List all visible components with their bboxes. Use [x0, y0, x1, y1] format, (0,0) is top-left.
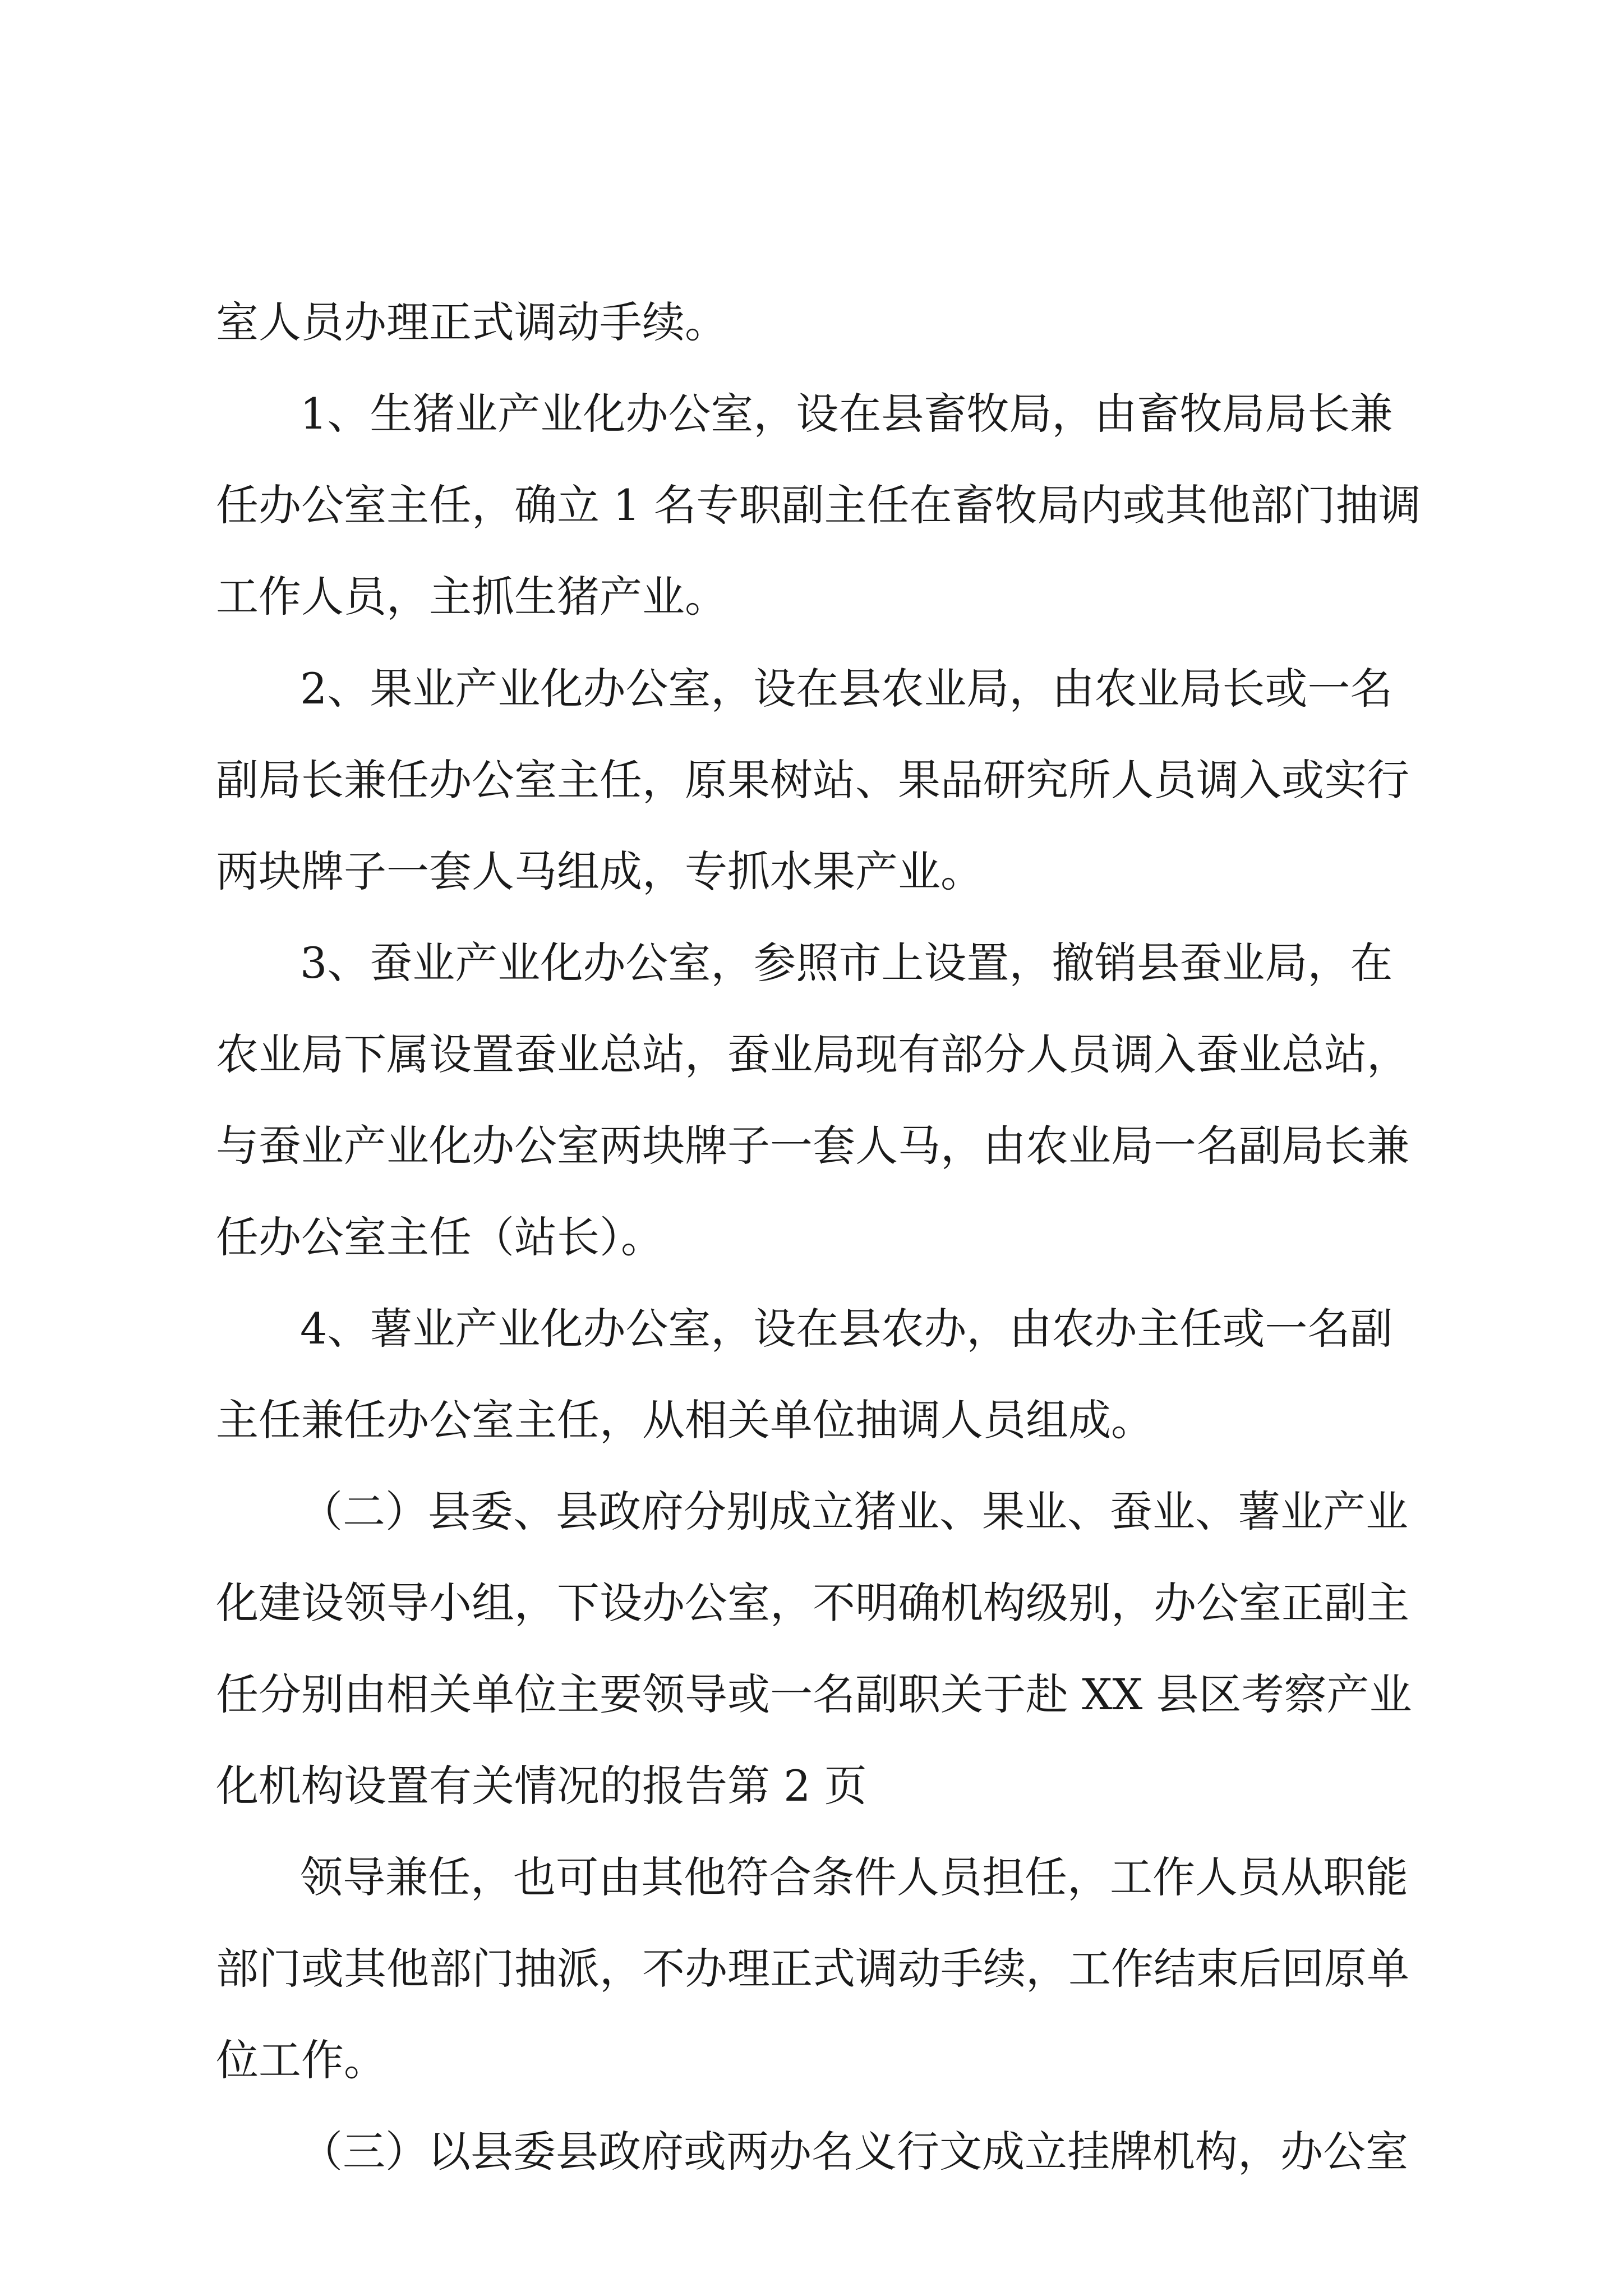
- text-line-3: 任办公室主任，确立 1 名专职副主任在畜牧局内或其他部门抽调: [216, 480, 1421, 530]
- text-line-14: （二）县委、县政府分别成立猪业、果业、蚕业、薯业产业: [300, 1487, 1408, 1536]
- text-line-19: 部门或其他部门抽派，不办理正式调动手续，工作结束后回原单: [216, 1944, 1409, 1994]
- text-line-13: 主任兼任办公室主任，从相关单位抽调人员组成。: [216, 1395, 1154, 1445]
- text-line-16: 任分别由相关单位主要领导或一名副职关于赴 XX 县区考察产业: [216, 1669, 1412, 1719]
- text-line-6: 副局长兼任办公室主任，原果树站、果品研究所人员调入或实行: [216, 755, 1409, 805]
- text-line-7: 两块牌子一套人马组成，专抓水果产业。: [216, 846, 983, 896]
- text-line-5: 2、果业产业化办公室，设在县农业局，由农业局长或一名: [300, 664, 1393, 714]
- text-line-8: 3、蚕业产业化办公室，参照市上设置，撤销县蚕业局，在: [300, 938, 1393, 988]
- text-line-9: 农业局下属设置蚕业总站，蚕业局现有部分人员调入蚕业总站，: [216, 1029, 1409, 1079]
- text-line-11: 任办公室主任（站长）。: [216, 1212, 663, 1262]
- text-line-12: 4、薯业产业化办公室，设在县农办，由农办主任或一名副: [300, 1304, 1393, 1354]
- text-line-10: 与蚕业产业化办公室两块牌子一套人马，由农业局一名副局长兼: [216, 1121, 1409, 1171]
- text-line-17: 化机构设置有关情况的报告第 2 页: [216, 1761, 867, 1811]
- text-line-1: 室人员办理正式调动手续。: [216, 297, 727, 347]
- text-line-4: 工作人员，主抓生猪产业。: [216, 572, 727, 622]
- text-line-2: 1、生猪业产业化办公室，设在县畜牧局，由畜牧局局长兼: [300, 389, 1393, 439]
- text-line-21: （三）以县委县政府或两办名义行文成立挂牌机构，办公室: [300, 2127, 1408, 2177]
- text-line-20: 位工作。: [216, 2035, 386, 2085]
- text-line-18: 领导兼任，也可由其他符合条件人员担任，工作人员从职能: [300, 1852, 1408, 1902]
- text-line-15: 化建设领导小组，下设办公室，不明确机构级别，办公室正副主: [216, 1578, 1409, 1628]
